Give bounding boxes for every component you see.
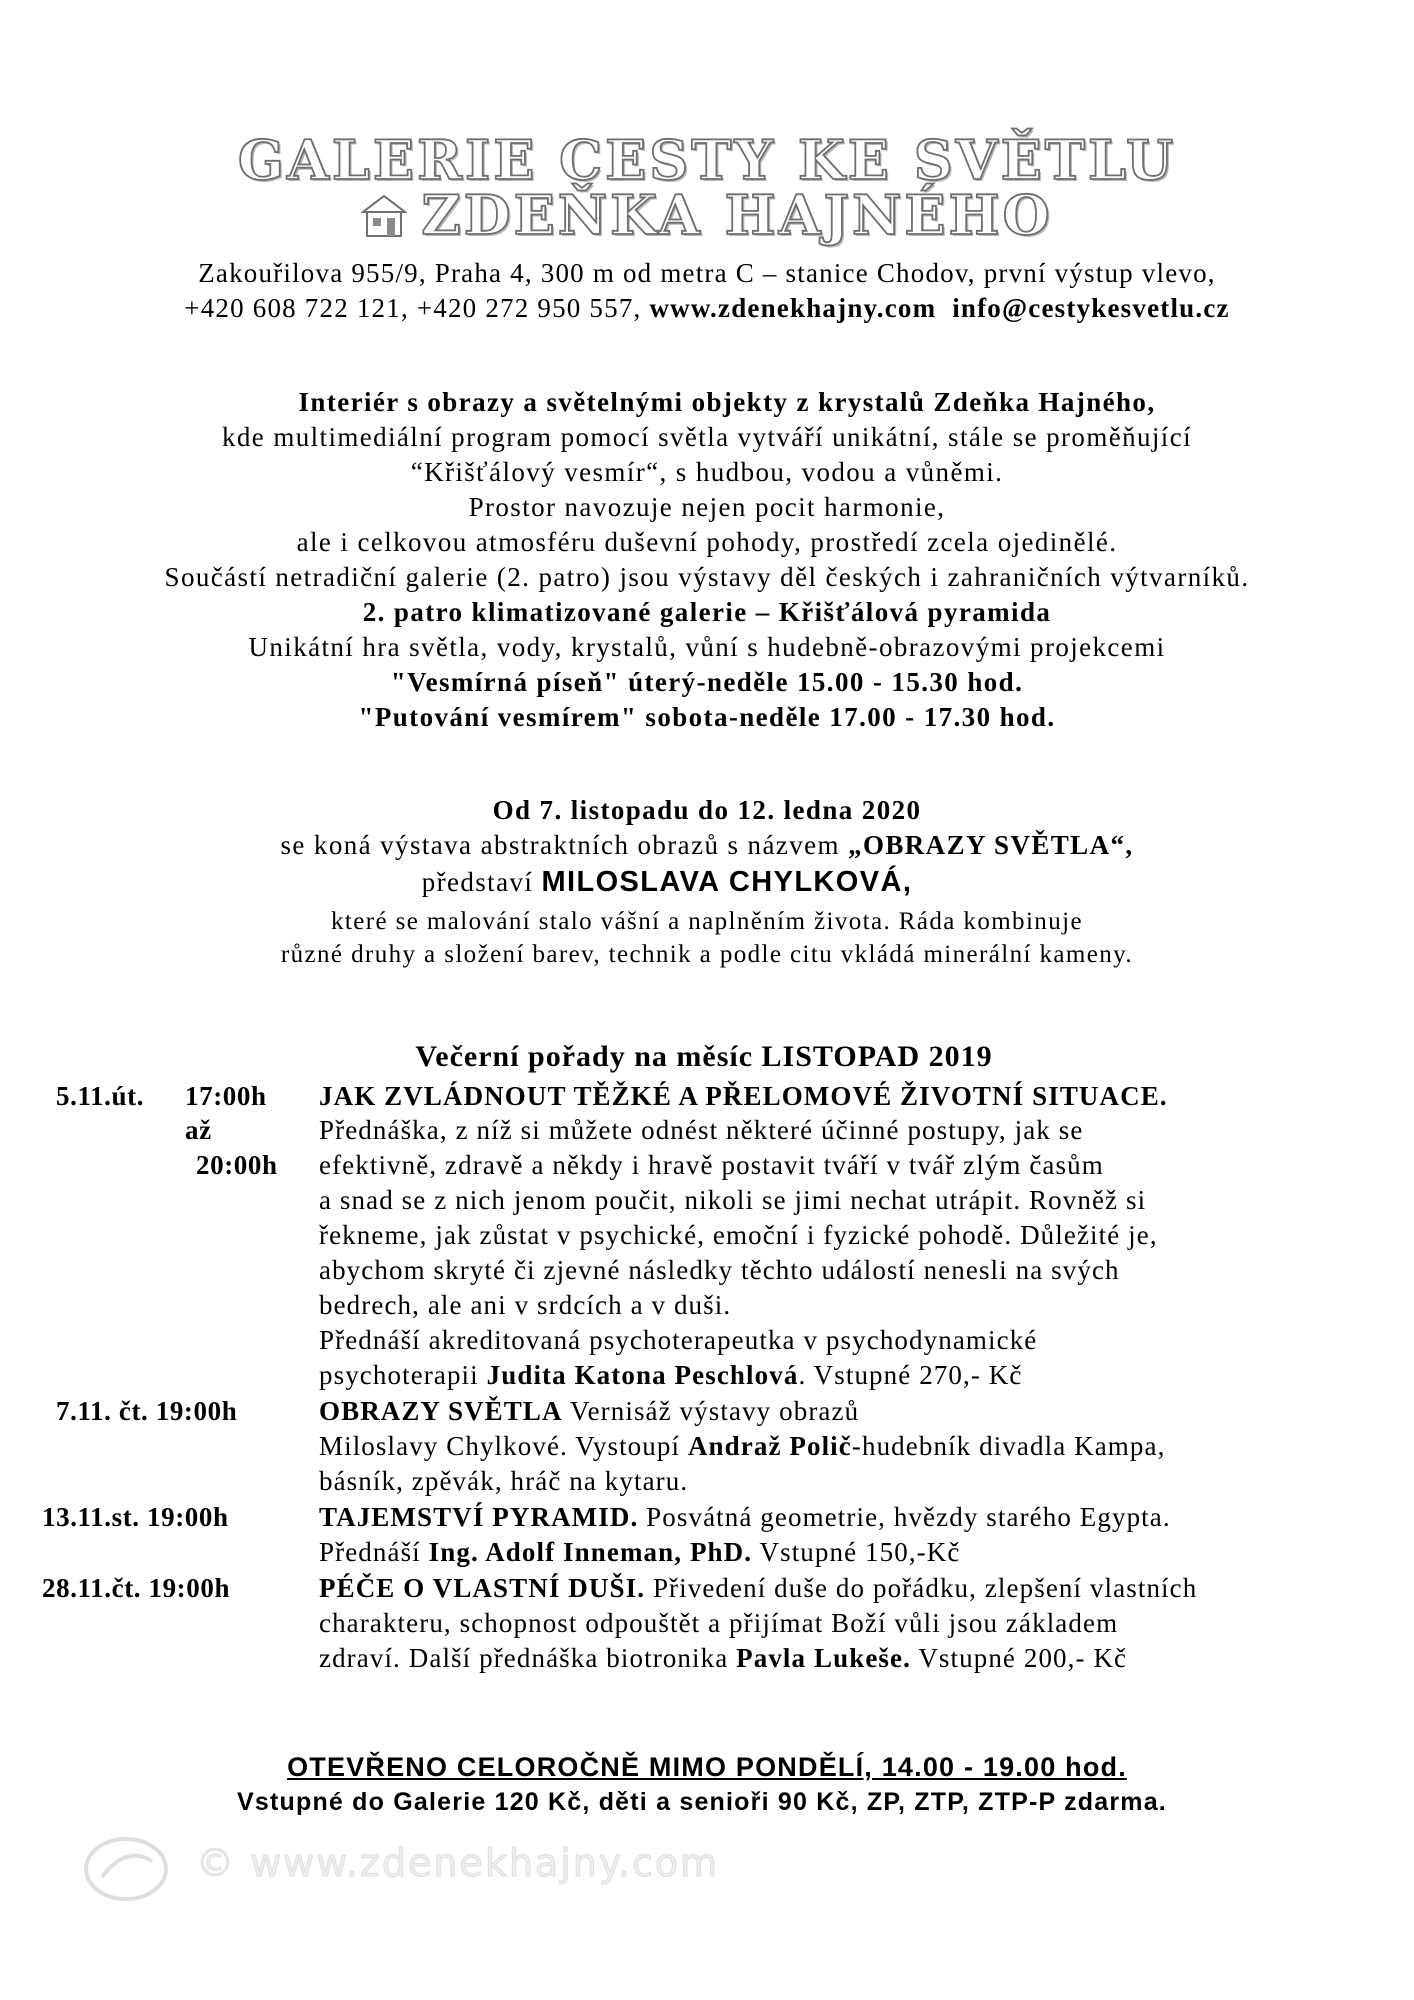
event4-desc-line: charakteru, schopnost odpouštět a přijímat Boží vůli jsou základem: [319, 1608, 1119, 1638]
event3-desc: Posvátná geometrie, hvězdy starého Egypta.: [638, 1502, 1171, 1532]
event1-desc-line: a snad se z nich jenom poučit, nikoli se jimi nechat utrápit. Rovněž si: [319, 1185, 1147, 1215]
event4-fee: Vstupné 200,- Kč: [910, 1643, 1128, 1673]
opening-hours: OTEVŘENO CELOROČNĚ MIMO PONDĚLÍ, 14.00 - 19.00 hod.: [287, 1752, 1127, 1782]
phone-numbers: +420 608 722 121, +420 272 950 557,: [184, 293, 642, 323]
intro-line-6: Součástí netradiční galerie (2. patro) jsou výstavy děl českých i zahraničních výtvarníků.: [164, 562, 1250, 592]
watermark: [78, 1831, 718, 1907]
event1-time-to: až: [185, 1115, 212, 1145]
exhibition-artist-name: MILOSLAVA CHYLKOVÁ,: [541, 866, 913, 898]
email-link[interactable]: info@cestykesvetlu.cz: [952, 293, 1230, 323]
event1-desc-line: bedrech, ale ani v srdcích a v duši.: [319, 1290, 732, 1320]
event2-date: 7.11. čt. 19:00h: [56, 1396, 238, 1426]
watermark-logo-icon: [78, 1831, 178, 1907]
event1-fee: . Vstupné 270,- Kč: [798, 1360, 1023, 1390]
event1-desc-line: Přednáší akreditovaná psychoterapeutka v psychodynamické: [319, 1325, 1038, 1355]
event2-performer-line: [319, 1431, 1165, 1462]
event3-speaker-pre: Přednáší: [319, 1537, 429, 1567]
event1-desc-line: Přednáška, z níž si můžete odnést některé účinné postupy, jak se: [319, 1115, 1084, 1145]
event1-speaker-line: [319, 1360, 1022, 1391]
event4-speaker-pre: zdraví. Další přednáška biotronika: [319, 1643, 737, 1673]
intro-line-5: ale i celkovou atmosféru duševní pohody, prostředí zcela ojedinělé.: [296, 527, 1118, 557]
website-link[interactable]: www.zdenekhajny.com: [649, 293, 937, 323]
exhibition-presents-text: představí: [421, 867, 542, 897]
exhibition-line-3: [0, 866, 1374, 899]
exhibition-line-5: různé druhy a složení barev, technik a podle citu vkládá minerální kameny.: [280, 941, 1134, 968]
intro-line-2: kde multimediální program pomocí světla vytváří unikátní, stále se proměňující: [222, 422, 1192, 452]
event2-desc: Vernisáž výstavy obrazů: [562, 1396, 860, 1426]
intro-line-7: 2. patro klimatizované galerie – Křišťálová pyramida: [362, 597, 1052, 627]
exhibition-intro-text: se koná výstava abstraktních obrazů s názvem: [280, 830, 849, 860]
intro-line-10: "Putování vesmírem" sobota-neděle 17.00 - 17.30 hod.: [358, 702, 1056, 732]
event3-title: TAJEMSTVÍ PYRAMID.: [319, 1502, 639, 1532]
gallery-house-icon: [361, 187, 407, 231]
exhibition-line-2: [0, 830, 1414, 861]
gallery-title-line1: GALERIE CESTY KE SVĚTLU: [237, 128, 1177, 192]
address-line: Zakouřilova 955/9, Praha 4, 300 m od metra C – stanice Chodov, první výstup vlevo,: [198, 258, 1216, 288]
event3-fee: Vstupné 150,-Kč: [752, 1537, 961, 1567]
event1-desc-line: abychom skryté či zjevné následky těchto událostí nenesli na svých: [319, 1255, 1120, 1285]
intro-line-1: Interiér s obrazy a světelnými objekty z krystalů Zdeňka Hajného,: [298, 387, 1156, 417]
event2-performer-post: -hudebník divadla Kampa,: [851, 1431, 1166, 1461]
event4-speaker-name: Pavla Lukeše.: [736, 1643, 911, 1673]
gallery-title-line2: [0, 183, 1414, 247]
schedule-heading: Večerní pořady na měsíc LISTOPAD 2019: [415, 1040, 993, 1073]
event4-title-line: [319, 1573, 1197, 1604]
event3-speaker-name: Ing. Adolf Inneman, PhD.: [428, 1537, 753, 1567]
gallery-title-line2-text: ZDEŇKA HAJNÉHO: [421, 183, 1053, 247]
event2-desc-line: básník, zpěvák, hráč na kytaru.: [319, 1466, 689, 1496]
intro-line-8: Unikátní hra světla, vody, krystalů, vůní s hudebně-obrazovými projekcemi: [248, 632, 1166, 662]
event1-date: 5.11.út.: [56, 1081, 145, 1111]
exhibition-line-4: které se malování stalo vášní a naplněním života. Ráda kombinuje: [331, 908, 1083, 935]
intro-line-9: "Vesmírná píseň" úterý-neděle 15.00 - 15.30 hod.: [390, 667, 1024, 697]
event1-time-end: 20:00h: [196, 1150, 278, 1180]
event2-performer-name: Andraž Polič: [687, 1431, 852, 1461]
gallery-admission: Vstupné do Galerie 120 Kč, děti a senioři 90 Kč, ZP, ZTP, ZTP-P zdarma.: [237, 1788, 1167, 1816]
event2-title: OBRAZY SVĚTLA: [319, 1396, 563, 1426]
event4-title: PÉČE O VLASTNÍ DUŠI.: [319, 1573, 646, 1603]
event2-performer-pre: Miloslavy Chylkové. Vystoupí: [319, 1431, 688, 1461]
intro-line-3: “Křišťálový vesmír“, s hudbou, vodou a vůněmi.: [410, 457, 1004, 487]
event3-title-line: [319, 1502, 1171, 1533]
exhibition-dates: Od 7. listopadu do 12. ledna 2020: [492, 795, 922, 825]
event1-desc-line: řekneme, jak zůstat v psychické, emoční i fyzické pohodě. Důležité je,: [319, 1220, 1158, 1250]
exhibition-title: „OBRAZY SVĚTLA“,: [848, 830, 1134, 860]
event3-speaker-line: [319, 1537, 960, 1568]
event3-date: 13.11.st. 19:00h: [42, 1502, 229, 1532]
intro-line-4: Prostor navozuje nejen pocit harmonie,: [468, 492, 946, 522]
event1-title: JAK ZVLÁDNOUT TĚŽKÉ A PŘELOMOVÉ ŽIVOTNÍ SITUACE.: [319, 1081, 1168, 1111]
contact-line: [0, 293, 1414, 324]
event1-desc-line: efektivně, zdravě a někdy i hravě postavit tváří v tvář zlým časům: [319, 1150, 1104, 1180]
event4-speaker-line: [319, 1643, 1127, 1674]
event2-title-line: [319, 1396, 859, 1427]
event4-desc: Přivedení duše do pořádku, zlepšení vlastních: [645, 1573, 1198, 1603]
event1-time: 17:00h: [185, 1081, 267, 1111]
event1-speaker-pre: psychoterapii: [319, 1360, 487, 1390]
event4-date: 28.11.čt. 19:00h: [42, 1573, 231, 1603]
watermark-text: © www.zdenekhajny.com: [196, 1841, 720, 1885]
event1-speaker-name: Judita Katona Peschlová: [486, 1360, 799, 1390]
